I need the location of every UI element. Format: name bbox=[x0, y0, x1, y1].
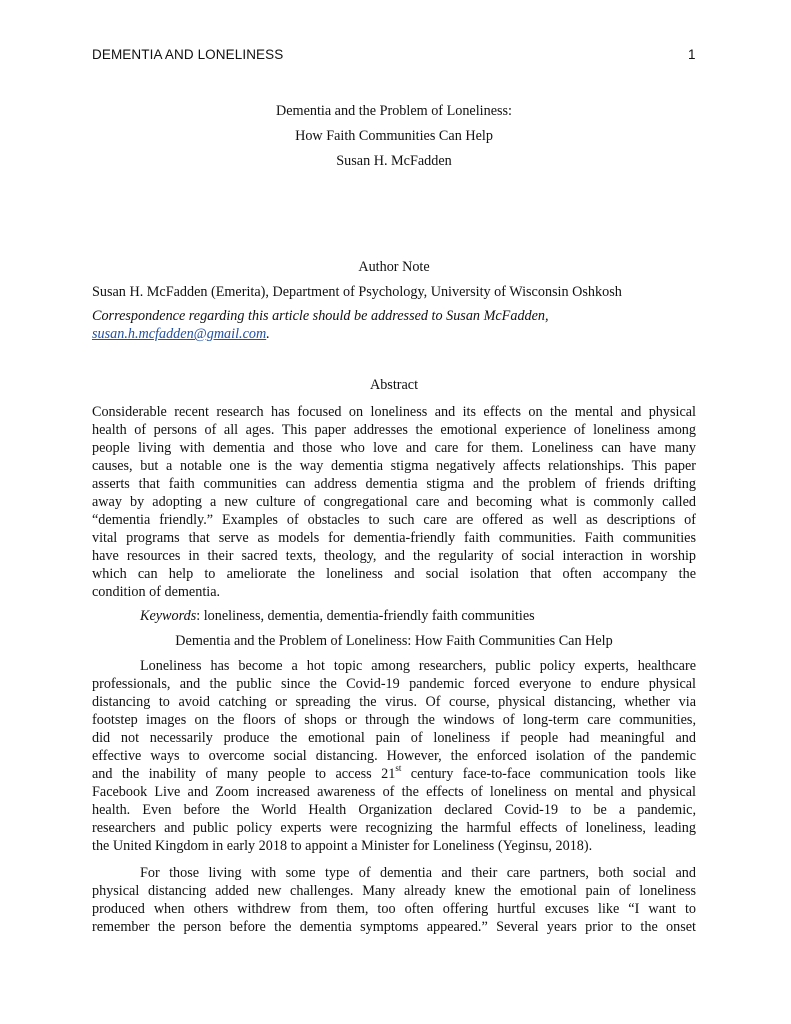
abstract-body bbox=[92, 403, 696, 601]
paragraph-line: the United Kingdom in early 2018 to appoint a Minister for Loneliness (Yeginsu, 2018). bbox=[92, 838, 593, 854]
abstract-line: health of persons of all ages. This paper addresses the emotional experience of loneliness among bbox=[92, 422, 696, 438]
superscript-text: st bbox=[395, 763, 402, 773]
paragraph-line: produced when others withdrew from them, too often offering hurtful excuses like “I want to bbox=[92, 901, 696, 917]
paragraph-line: distancing to avoid catching or spreading the virus. Of course, physical distancing, whether via bbox=[92, 694, 696, 710]
correspondence-line: Correspondence regarding this article should be addressed to Susan McFadden, bbox=[92, 308, 549, 324]
author-affiliation: Susan H. McFadden (Emerita), Department of Psychology, University of Wisconsin Oshkosh bbox=[92, 284, 622, 300]
paragraph-line: Loneliness has become a hot topic among researchers, public policy experts, healthcare bbox=[140, 658, 696, 674]
paragraph-line: footstep images on the floors of shops or through the windows of long-term care communities, bbox=[92, 712, 696, 728]
email-link[interactable]: susan.h.mcfadden@gmail.com bbox=[92, 326, 267, 342]
keywords-text: : loneliness, dementia, dementia-friendly faith communities bbox=[196, 608, 535, 624]
abstract-line: Considerable recent research has focused on loneliness and its effects on the mental and physical bbox=[92, 404, 696, 420]
body-paragraph-1 bbox=[92, 657, 696, 855]
abstract-line: vital programs that serve as models for dementia-friendly faith communities. Faith communities bbox=[92, 530, 696, 546]
keywords-line bbox=[92, 607, 744, 625]
author-note-heading: Author Note bbox=[358, 259, 430, 275]
abstract-line: causes, but a notable one is the way dementia stigma negatively affects relationships. This paper bbox=[92, 458, 696, 474]
body-paragraph-2 bbox=[92, 864, 696, 936]
abstract-line: asserts that faith communities can address dementia stigma and the problem of friends drifting bbox=[92, 476, 696, 492]
author-name: Susan H. McFadden bbox=[336, 153, 452, 169]
abstract-line: condition of dementia. bbox=[92, 584, 221, 600]
paragraph-text: century face-to-face communication tools like bbox=[401, 766, 696, 782]
paragraph-line: Facebook Live and Zoom increased awareness of the effects of loneliness on mental and physical bbox=[92, 784, 696, 800]
abstract-line: have resources in their sacred texts, theology, and the regularity of social interaction in worship bbox=[92, 548, 696, 564]
paragraph-line: remember the person before the dementia symptoms appeared.” Several years prior to the onset bbox=[92, 919, 696, 935]
email-trailing-period: . bbox=[266, 326, 270, 342]
paragraph-line bbox=[92, 765, 696, 783]
running-head: DEMENTIA AND LONELINESS bbox=[92, 47, 284, 62]
correspondence-email-line bbox=[92, 325, 696, 343]
paragraph-line: health. Even before the World Health Organization declared Covid-19 to be a pandemic, bbox=[92, 802, 696, 818]
paragraph-line: did not necessarily produce the emotional pain of loneliness if people had meaningful and bbox=[92, 730, 696, 746]
keywords-label: Keywords bbox=[140, 608, 197, 624]
paragraph-text: and the inability of many people to access 21 bbox=[92, 766, 396, 782]
section-title: Dementia and the Problem of Loneliness: How Faith Communities Can Help bbox=[175, 633, 613, 649]
paragraph-line: effective ways to overcome social distancing. However, the enforced isolation of the pandemic bbox=[92, 748, 696, 764]
title-line-2: How Faith Communities Can Help bbox=[295, 128, 493, 144]
abstract-heading: Abstract bbox=[369, 377, 419, 393]
paragraph-line: professionals, and the public since the Covid-19 pandemic forced everyone to endure physical bbox=[92, 676, 696, 692]
paragraph-line: For those living with some type of dementia and their care partners, both social and bbox=[140, 865, 696, 881]
paragraph-line: researchers and public policy experts were recognizing the harmful effects of loneliness, leading bbox=[92, 820, 696, 836]
abstract-line: “dementia friendly.” Examples of obstacles to such care are offered as well as descriptions of bbox=[92, 512, 696, 528]
abstract-line: which can help to ameliorate the loneliness and social isolation that often accompany the bbox=[92, 566, 696, 582]
title-line-1: Dementia and the Problem of Loneliness: bbox=[275, 103, 512, 119]
paragraph-line: physical distancing added new challenges. Many already knew the emotional pain of loneliness bbox=[92, 883, 696, 899]
page-number: 1 bbox=[688, 47, 696, 62]
abstract-line: people living with dementia and those who love and care for them. Loneliness can have many bbox=[92, 440, 696, 456]
abstract-line: away by adopting a new culture of congregational care and becoming what is commonly called bbox=[92, 494, 696, 510]
